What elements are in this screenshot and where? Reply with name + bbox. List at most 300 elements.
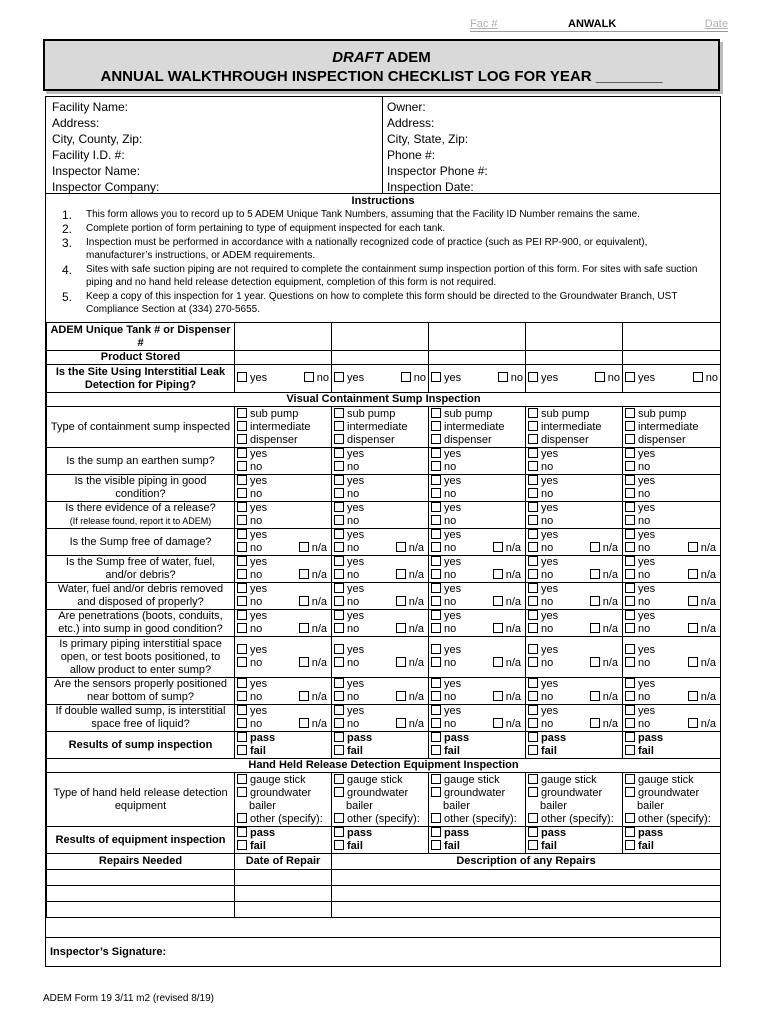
tank-cell[interactable]: [526, 732, 623, 759]
option-no-na[interactable]: [625, 657, 718, 670]
checkbox[interactable]: [625, 542, 635, 552]
checkbox[interactable]: [528, 774, 538, 784]
tank-cell[interactable]: [235, 365, 332, 393]
checkbox[interactable]: [299, 718, 309, 728]
tank-cell[interactable]: [429, 529, 526, 556]
tank-cell[interactable]: [235, 637, 332, 678]
checkbox[interactable]: [528, 718, 538, 728]
option-pass[interactable]: [431, 827, 523, 840]
checkbox[interactable]: [528, 787, 538, 797]
checkbox[interactable]: [590, 623, 600, 633]
checkbox[interactable]: [528, 745, 538, 755]
checkbox[interactable]: [334, 732, 344, 742]
checkbox[interactable]: [237, 556, 247, 566]
option-intermediate[interactable]: [625, 421, 718, 434]
option-yes[interactable]: [334, 644, 426, 657]
tank-cell[interactable]: [429, 732, 526, 759]
checkbox[interactable]: [334, 569, 344, 579]
tank-cell[interactable]: [235, 351, 332, 365]
tank-cell[interactable]: [235, 583, 332, 610]
checkbox[interactable]: [334, 421, 344, 431]
option-no-na[interactable]: [237, 596, 329, 609]
checkbox[interactable]: [431, 657, 441, 667]
checkbox[interactable]: [237, 774, 247, 784]
checkbox[interactable]: [334, 827, 344, 837]
option-yes[interactable]: [625, 475, 718, 488]
checkbox[interactable]: [431, 408, 441, 418]
option-pass[interactable]: [237, 827, 329, 840]
option-sub_pump[interactable]: [528, 408, 620, 421]
repair-description-cell[interactable]: [332, 870, 721, 886]
checkbox[interactable]: [237, 421, 247, 431]
checkbox[interactable]: [688, 623, 698, 633]
option-yes[interactable]: [625, 705, 718, 718]
checkbox[interactable]: [334, 448, 344, 458]
checkbox[interactable]: [431, 488, 441, 498]
option-na[interactable]: [493, 718, 521, 731]
tank-cell[interactable]: [526, 529, 623, 556]
checkbox[interactable]: [625, 408, 635, 418]
option-na[interactable]: [590, 718, 618, 731]
checkbox[interactable]: [237, 515, 247, 525]
option-yes[interactable]: [237, 644, 329, 657]
checkbox[interactable]: [625, 583, 635, 593]
option-yes[interactable]: [334, 610, 426, 623]
tank-cell[interactable]: [332, 610, 429, 637]
option-yes[interactable]: [334, 678, 426, 691]
option-yes[interactable]: [528, 705, 620, 718]
checkbox[interactable]: [693, 372, 703, 382]
checkbox[interactable]: [625, 475, 635, 485]
option-na[interactable]: [688, 596, 716, 609]
option-yes[interactable]: [625, 556, 718, 569]
option-na[interactable]: [688, 691, 716, 704]
option-pass[interactable]: [625, 732, 718, 745]
tank-cell[interactable]: [235, 827, 332, 854]
checkbox[interactable]: [431, 610, 441, 620]
option-no-na[interactable]: [334, 718, 426, 731]
tank-cell[interactable]: [526, 556, 623, 583]
checkbox[interactable]: [334, 705, 344, 715]
checkbox[interactable]: [528, 610, 538, 620]
option-yes[interactable]: [237, 705, 329, 718]
checkbox[interactable]: [431, 732, 441, 742]
option-no[interactable]: [625, 488, 718, 501]
checkbox[interactable]: [431, 569, 441, 579]
checkbox[interactable]: [237, 827, 247, 837]
checkbox[interactable]: [396, 596, 406, 606]
option-yes[interactable]: [625, 583, 718, 596]
option-yes[interactable]: [625, 448, 718, 461]
tank-cell[interactable]: [332, 827, 429, 854]
option-gauge[interactable]: [528, 774, 620, 787]
checkbox[interactable]: [431, 515, 441, 525]
yes-no-inline[interactable]: [334, 372, 426, 385]
checkbox[interactable]: [625, 732, 635, 742]
option-fail[interactable]: [528, 745, 620, 758]
tank-cell[interactable]: [332, 678, 429, 705]
checkbox[interactable]: [334, 678, 344, 688]
tank-cell[interactable]: [526, 705, 623, 732]
checkbox[interactable]: [299, 569, 309, 579]
checkbox[interactable]: [431, 705, 441, 715]
checkbox[interactable]: [334, 813, 344, 823]
checkbox[interactable]: [431, 691, 441, 701]
tank-cell[interactable]: [332, 529, 429, 556]
checkbox[interactable]: [396, 691, 406, 701]
option-yes[interactable]: [431, 678, 523, 691]
option-yes[interactable]: [528, 529, 620, 542]
option-yes[interactable]: [431, 529, 523, 542]
option-no[interactable]: [334, 461, 426, 474]
checkbox[interactable]: [528, 542, 538, 552]
tank-cell[interactable]: [235, 678, 332, 705]
tank-cell[interactable]: [429, 502, 526, 529]
option-no-na[interactable]: [431, 657, 523, 670]
repair-date-cell[interactable]: [235, 886, 332, 902]
checkbox[interactable]: [595, 372, 605, 382]
option-pass[interactable]: [431, 732, 523, 745]
checkbox[interactable]: [299, 623, 309, 633]
tank-cell[interactable]: [332, 323, 429, 351]
checkbox[interactable]: [625, 705, 635, 715]
checkbox[interactable]: [396, 657, 406, 667]
checkbox[interactable]: [396, 623, 406, 633]
option-no-na[interactable]: [431, 691, 523, 704]
checkbox[interactable]: [431, 372, 441, 382]
checkbox[interactable]: [237, 542, 247, 552]
checkbox[interactable]: [237, 372, 247, 382]
checkbox[interactable]: [431, 840, 441, 850]
tank-cell[interactable]: [623, 556, 721, 583]
checkbox[interactable]: [431, 787, 441, 797]
option-yes[interactable]: [528, 644, 620, 657]
checkbox[interactable]: [396, 569, 406, 579]
tank-cell[interactable]: [235, 732, 332, 759]
checkbox[interactable]: [431, 583, 441, 593]
option-fail[interactable]: [528, 840, 620, 853]
option-na[interactable]: [590, 596, 618, 609]
checkbox[interactable]: [688, 657, 698, 667]
checkbox[interactable]: [237, 475, 247, 485]
checkbox[interactable]: [334, 644, 344, 654]
checkbox[interactable]: [237, 434, 247, 444]
repair-date-cell[interactable]: [235, 870, 332, 886]
tank-cell[interactable]: [429, 610, 526, 637]
option-yes[interactable]: [237, 583, 329, 596]
option-yes[interactable]: [528, 678, 620, 691]
checkbox[interactable]: [304, 372, 314, 382]
tank-cell[interactable]: [235, 323, 332, 351]
option-na[interactable]: [590, 569, 618, 582]
checkbox[interactable]: [237, 610, 247, 620]
checkbox[interactable]: [528, 408, 538, 418]
checkbox[interactable]: [334, 840, 344, 850]
tank-cell[interactable]: [429, 827, 526, 854]
option-yes[interactable]: [334, 705, 426, 718]
facility-id-field[interactable]: Facility I.D. #:: [52, 148, 125, 162]
checkbox[interactable]: [493, 691, 503, 701]
option-yes[interactable]: [237, 529, 329, 542]
tank-cell[interactable]: [429, 407, 526, 448]
checkbox[interactable]: [334, 657, 344, 667]
checkbox[interactable]: [237, 623, 247, 633]
tank-cell[interactable]: [332, 365, 429, 393]
option-yes[interactable]: [334, 502, 426, 515]
option-na[interactable]: [493, 569, 521, 582]
city-county-zip-field[interactable]: City, County, Zip:: [52, 132, 143, 146]
option-yes[interactable]: [237, 556, 329, 569]
option-na[interactable]: [396, 542, 424, 555]
option-groundwater[interactable]: [431, 787, 523, 800]
tank-cell[interactable]: [526, 351, 623, 365]
checkbox[interactable]: [625, 787, 635, 797]
option-dispenser[interactable]: [334, 434, 426, 447]
option-no-na[interactable]: [334, 596, 426, 609]
checkbox[interactable]: [237, 461, 247, 471]
option-na[interactable]: [396, 569, 424, 582]
tank-cell[interactable]: [429, 448, 526, 475]
option-na[interactable]: [590, 657, 618, 670]
tank-cell[interactable]: [429, 705, 526, 732]
tank-cell[interactable]: [235, 556, 332, 583]
tank-cell[interactable]: [623, 637, 721, 678]
checkbox[interactable]: [431, 827, 441, 837]
option-gauge[interactable]: [237, 774, 329, 787]
checkbox[interactable]: [493, 657, 503, 667]
option-na[interactable]: [590, 623, 618, 636]
option-no[interactable]: [528, 515, 620, 528]
tank-cell[interactable]: [623, 827, 721, 854]
address-field[interactable]: Address:: [52, 116, 100, 130]
option-yes[interactable]: [431, 556, 523, 569]
checkbox[interactable]: [528, 623, 538, 633]
checkbox[interactable]: [493, 569, 503, 579]
option-intermediate[interactable]: [528, 421, 620, 434]
checkbox[interactable]: [334, 774, 344, 784]
tank-cell[interactable]: [526, 583, 623, 610]
option-dispenser[interactable]: [431, 434, 523, 447]
yes-no-inline[interactable]: [625, 372, 718, 385]
checkbox[interactable]: [431, 461, 441, 471]
checkbox[interactable]: [528, 657, 538, 667]
checkbox[interactable]: [334, 372, 344, 382]
checkbox[interactable]: [431, 421, 441, 431]
checkbox[interactable]: [625, 813, 635, 823]
tank-cell[interactable]: [526, 407, 623, 448]
inspector-name-field[interactable]: Inspector Name:: [52, 164, 141, 178]
checkbox[interactable]: [237, 657, 247, 667]
option-yes[interactable]: [528, 448, 620, 461]
option-na[interactable]: [493, 596, 521, 609]
checkbox[interactable]: [237, 502, 247, 512]
checkbox[interactable]: [334, 434, 344, 444]
option-fail[interactable]: [237, 745, 329, 758]
tank-cell[interactable]: [623, 529, 721, 556]
tank-cell[interactable]: [332, 407, 429, 448]
option-no-na[interactable]: [528, 542, 620, 555]
option-na[interactable]: [590, 691, 618, 704]
option-fail[interactable]: [431, 840, 523, 853]
tank-cell[interactable]: [235, 407, 332, 448]
option-no-na[interactable]: [237, 718, 329, 731]
checkbox[interactable]: [237, 583, 247, 593]
tank-cell[interactable]: [429, 637, 526, 678]
option-intermediate[interactable]: [431, 421, 523, 434]
option-no-na[interactable]: [237, 623, 329, 636]
option-no-na[interactable]: [334, 691, 426, 704]
tank-cell[interactable]: [526, 475, 623, 502]
tank-cell[interactable]: [429, 773, 526, 827]
checkbox[interactable]: [528, 421, 538, 431]
inspection-date-field[interactable]: Inspection Date:: [387, 180, 474, 194]
checkbox[interactable]: [237, 596, 247, 606]
option-no-na[interactable]: [431, 596, 523, 609]
checkbox[interactable]: [528, 556, 538, 566]
tank-cell[interactable]: [623, 365, 721, 393]
tank-cell[interactable]: [235, 610, 332, 637]
checkbox[interactable]: [431, 813, 441, 823]
tank-cell[interactable]: [526, 637, 623, 678]
option-sub_pump[interactable]: [431, 408, 523, 421]
option-yes[interactable]: [431, 448, 523, 461]
option-yes[interactable]: [625, 529, 718, 542]
tank-cell[interactable]: [429, 365, 526, 393]
checkbox[interactable]: [688, 718, 698, 728]
repair-needed-cell[interactable]: [47, 902, 235, 918]
checkbox[interactable]: [625, 488, 635, 498]
checkbox[interactable]: [528, 434, 538, 444]
option-na[interactable]: [396, 623, 424, 636]
option-yes[interactable]: [237, 502, 329, 515]
option-yes[interactable]: [528, 556, 620, 569]
option-no-na[interactable]: [528, 569, 620, 582]
inspector-phone-field[interactable]: Inspector Phone #:: [387, 164, 488, 178]
tank-cell[interactable]: [429, 556, 526, 583]
owner-address-field[interactable]: Address:: [387, 116, 435, 130]
tank-cell[interactable]: [235, 529, 332, 556]
yes-no-inline[interactable]: [237, 372, 329, 385]
yes-no-inline[interactable]: [431, 372, 523, 385]
tank-cell[interactable]: [623, 773, 721, 827]
option-no-na[interactable]: [625, 542, 718, 555]
checkbox[interactable]: [431, 596, 441, 606]
tank-cell[interactable]: [429, 351, 526, 365]
facility-name-field[interactable]: Facility Name:: [52, 100, 129, 114]
checkbox[interactable]: [334, 610, 344, 620]
checkbox[interactable]: [528, 461, 538, 471]
checkbox[interactable]: [431, 502, 441, 512]
checkbox[interactable]: [625, 623, 635, 633]
checkbox[interactable]: [431, 644, 441, 654]
option-yes[interactable]: [625, 678, 718, 691]
checkbox[interactable]: [493, 596, 503, 606]
option-sub_pump[interactable]: [625, 408, 718, 421]
checkbox[interactable]: [590, 569, 600, 579]
checkbox[interactable]: [334, 596, 344, 606]
option-no[interactable]: [431, 461, 523, 474]
yes-no-inline[interactable]: [528, 372, 620, 385]
option-na[interactable]: [299, 569, 327, 582]
checkbox[interactable]: [334, 745, 344, 755]
option-yes[interactable]: [334, 556, 426, 569]
checkbox[interactable]: [431, 448, 441, 458]
option-intermediate[interactable]: [334, 421, 426, 434]
option-na[interactable]: [396, 718, 424, 731]
checkbox[interactable]: [625, 774, 635, 784]
option-yes[interactable]: [334, 529, 426, 542]
option-no[interactable]: [237, 515, 329, 528]
tank-cell[interactable]: [429, 583, 526, 610]
checkbox[interactable]: [625, 691, 635, 701]
checkbox[interactable]: [625, 556, 635, 566]
option-na[interactable]: [688, 718, 716, 731]
option-no-na[interactable]: [334, 569, 426, 582]
option-no[interactable]: [625, 515, 718, 528]
checkbox[interactable]: [334, 502, 344, 512]
tank-cell[interactable]: [332, 351, 429, 365]
tank-cell[interactable]: [526, 323, 623, 351]
option-yes[interactable]: [528, 583, 620, 596]
repair-description-cell[interactable]: [332, 902, 721, 918]
checkbox[interactable]: [299, 596, 309, 606]
checkbox[interactable]: [590, 718, 600, 728]
checkbox[interactable]: [528, 372, 538, 382]
checkbox[interactable]: [299, 542, 309, 552]
checkbox[interactable]: [493, 542, 503, 552]
tank-cell[interactable]: [332, 502, 429, 529]
checkbox[interactable]: [493, 718, 503, 728]
option-fail[interactable]: [334, 745, 426, 758]
checkbox[interactable]: [299, 691, 309, 701]
option-no-na[interactable]: [237, 657, 329, 670]
option-pass[interactable]: [334, 732, 426, 745]
checkbox[interactable]: [431, 529, 441, 539]
option-yes[interactable]: [431, 502, 523, 515]
option-dispenser[interactable]: [528, 434, 620, 447]
checkbox[interactable]: [334, 461, 344, 471]
option-no-na[interactable]: [237, 542, 329, 555]
option-na[interactable]: [299, 657, 327, 670]
tank-cell[interactable]: [623, 351, 721, 365]
checkbox[interactable]: [528, 691, 538, 701]
checkbox[interactable]: [625, 596, 635, 606]
option-no[interactable]: [334, 488, 426, 501]
tank-cell[interactable]: [623, 502, 721, 529]
checkbox[interactable]: [528, 502, 538, 512]
option-na[interactable]: [688, 623, 716, 636]
option-no-na[interactable]: [237, 691, 329, 704]
checkbox[interactable]: [431, 745, 441, 755]
tank-cell[interactable]: [526, 365, 623, 393]
option-groundwater[interactable]: [625, 787, 718, 800]
option-no-na[interactable]: [528, 718, 620, 731]
option-na[interactable]: [396, 657, 424, 670]
option-na[interactable]: [688, 657, 716, 670]
checkbox[interactable]: [334, 542, 344, 552]
checkbox[interactable]: [237, 644, 247, 654]
option-gauge[interactable]: [431, 774, 523, 787]
option-pass[interactable]: [528, 732, 620, 745]
option-fail[interactable]: [237, 840, 329, 853]
tank-cell[interactable]: [623, 610, 721, 637]
option-no-na[interactable]: [528, 596, 620, 609]
checkbox[interactable]: [528, 583, 538, 593]
tank-cell[interactable]: [332, 773, 429, 827]
checkbox[interactable]: [528, 644, 538, 654]
tank-cell[interactable]: [235, 773, 332, 827]
checkbox[interactable]: [688, 542, 698, 552]
